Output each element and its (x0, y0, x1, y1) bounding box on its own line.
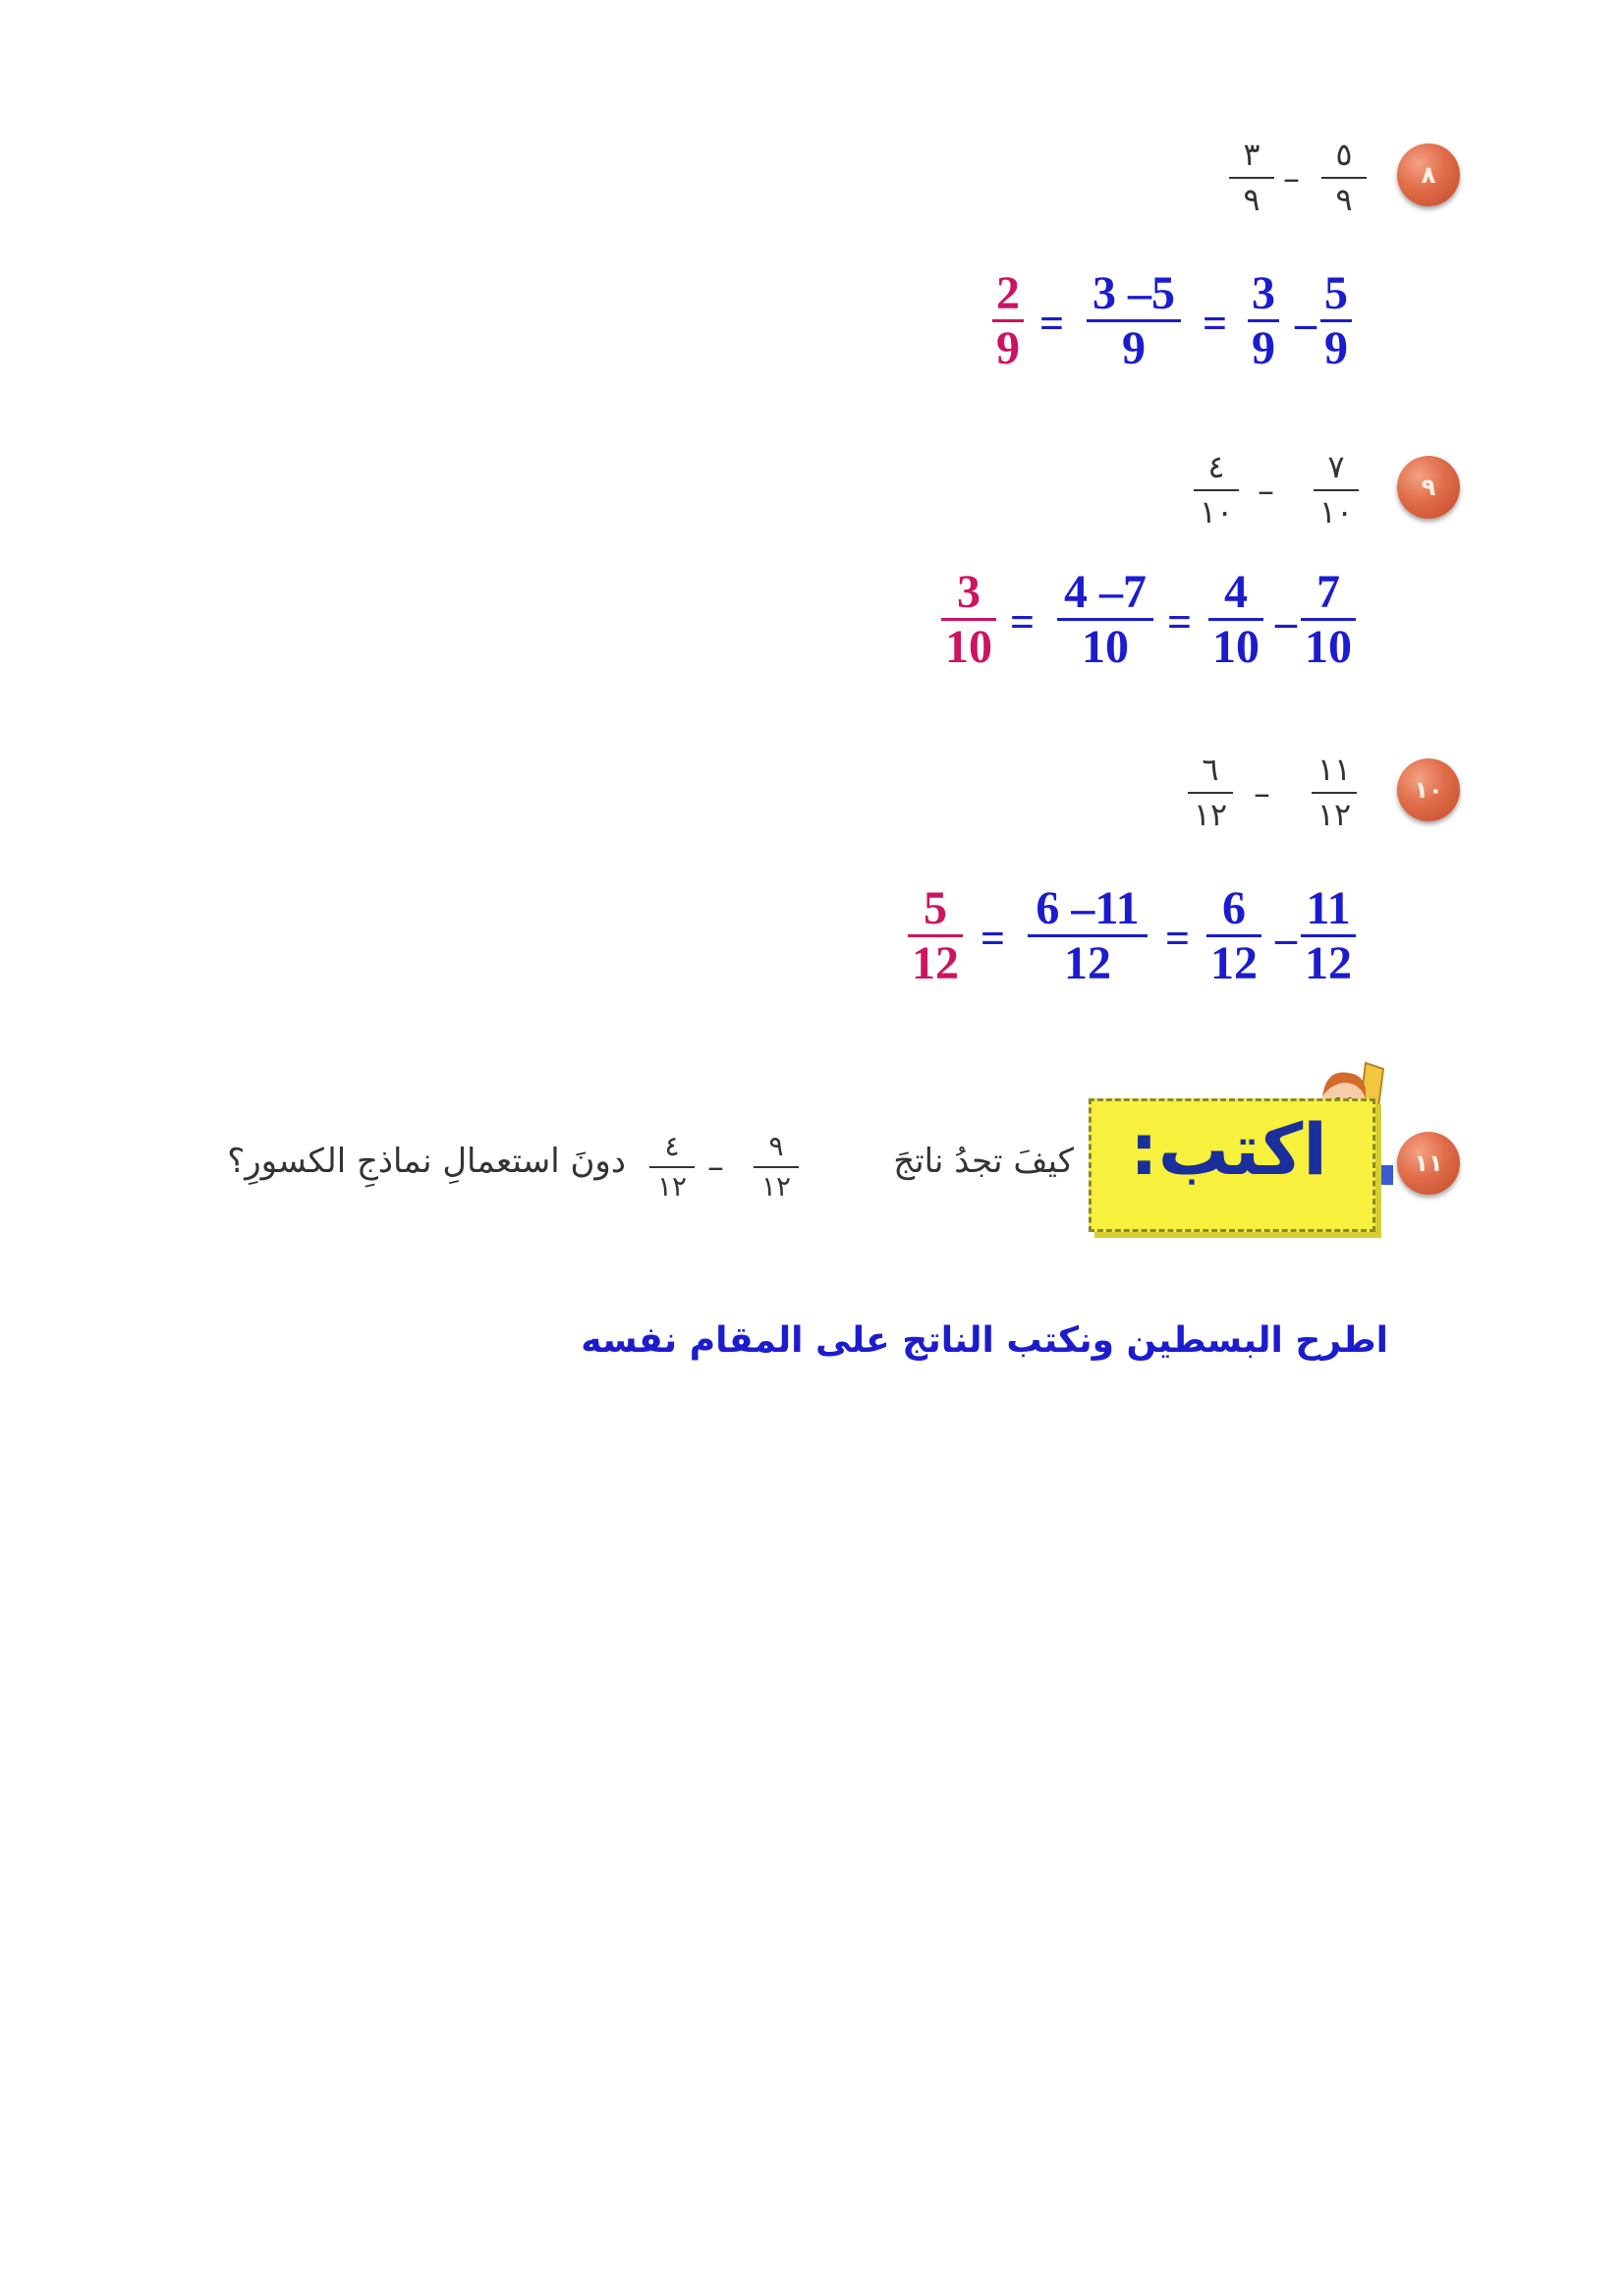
fraction-bar (1321, 177, 1367, 179)
denominator: 12 (1305, 937, 1352, 989)
denominator: 12 (1210, 937, 1258, 989)
numerator: 5 (1324, 267, 1348, 319)
denominator: ١٢ (1193, 796, 1228, 833)
denominator: 10 (945, 621, 992, 673)
denominator: 9 (996, 322, 1020, 374)
minus-sign: – (1258, 472, 1274, 511)
fraction-bar (1312, 792, 1357, 794)
denominator: ١٢ (760, 1170, 792, 1203)
equals-sign: = (1167, 598, 1193, 646)
denominator: 9 (1324, 322, 1348, 374)
solution-fraction (1320, 269, 1352, 373)
denominator: 12 (1064, 937, 1111, 989)
denominator: 10 (1305, 621, 1352, 673)
numerator: 3 (957, 566, 980, 618)
solution-fraction (1087, 269, 1181, 373)
result-fraction (908, 884, 963, 988)
solution-fraction (1248, 269, 1279, 373)
numerator: 2 (996, 267, 1020, 319)
denominator: ٩ (1243, 181, 1260, 218)
equals-sign: = (980, 915, 1006, 963)
numerator: 3 –5 (1092, 267, 1175, 319)
numerator: 4 (1224, 566, 1248, 618)
arabic-fraction (1316, 136, 1372, 218)
minus-sign: – (707, 1148, 724, 1187)
problem-number-badge (1397, 758, 1460, 821)
problem-number: ١٠ (1414, 776, 1443, 804)
denominator: 9 (1122, 322, 1146, 374)
solution-fraction (1208, 568, 1263, 672)
arabic-fraction (749, 1130, 804, 1203)
minus-sign: – (1254, 774, 1270, 813)
solution-fraction (1057, 568, 1153, 672)
denominator: 12 (912, 937, 959, 989)
problem-number-badge (1397, 1132, 1460, 1195)
numerator: ٤ (1207, 448, 1225, 485)
arabic-fraction (1307, 751, 1362, 833)
question-text-after: دونَ استعمالِ نماذجِ الكسورِ؟ (227, 1142, 626, 1181)
arabic-fraction (1224, 136, 1279, 218)
denominator: ٩ (1335, 181, 1353, 218)
problem-number: ٩ (1421, 474, 1436, 501)
problem-number: ٨ (1421, 161, 1436, 189)
minus-sign: – (1295, 300, 1316, 348)
numerator: 11 (1306, 882, 1351, 934)
arabic-fraction (644, 1130, 700, 1203)
numerator: 6 –11 (1036, 882, 1140, 934)
equals-sign: = (1039, 300, 1065, 348)
fraction-bar (1188, 792, 1233, 794)
denominator: 9 (1252, 322, 1275, 374)
solution-fraction (1301, 568, 1356, 672)
minus-sign: – (1275, 598, 1297, 646)
solution-fraction (1206, 884, 1261, 988)
numerator: 6 (1222, 882, 1246, 934)
numerator: ٧ (1327, 448, 1345, 485)
fraction-bar (1314, 489, 1359, 491)
equals-sign: = (1165, 915, 1191, 963)
numerator: ٩ (768, 1130, 784, 1162)
numerator: ٥ (1335, 136, 1353, 173)
arabic-fraction (1189, 448, 1244, 531)
question-text-before: كيفَ تجدُ ناتجَ (893, 1142, 1074, 1181)
denominator: 10 (1212, 621, 1260, 673)
minus-sign: – (1283, 159, 1300, 198)
denominator: ١٠ (1318, 493, 1354, 531)
result-fraction (941, 568, 996, 672)
numerator: 5 (924, 882, 947, 934)
equals-sign: = (1010, 598, 1036, 646)
denominator: 10 (1082, 621, 1129, 673)
fraction-bar (1194, 489, 1239, 491)
fraction-bar (649, 1166, 695, 1168)
numerator: 7 (1316, 566, 1340, 618)
solution-fraction (1028, 884, 1148, 988)
problem-number-badge (1397, 143, 1460, 206)
denominator: ١٢ (656, 1170, 688, 1203)
result-fraction (992, 269, 1024, 373)
denominator: ١٠ (1199, 493, 1234, 531)
equals-sign: = (1203, 300, 1228, 348)
minus-sign: – (1275, 915, 1297, 963)
solution-fraction (1301, 884, 1356, 988)
numerator: ٤ (664, 1130, 680, 1162)
numerator: ١١ (1316, 751, 1352, 788)
arabic-fraction (1309, 448, 1364, 531)
fraction-bar (754, 1166, 799, 1168)
fraction-bar (1229, 177, 1274, 179)
numerator: 3 (1252, 267, 1275, 319)
denominator: ١٢ (1316, 796, 1352, 833)
numerator: ٦ (1202, 751, 1219, 788)
problem-number-badge (1397, 456, 1460, 519)
solution-line (982, 269, 1366, 377)
numerator: 4 –7 (1064, 566, 1147, 618)
answer-text: اطرح البسطين ونكتب الناتج على المقام نفسه (581, 1320, 1388, 1361)
solution-line (904, 884, 1366, 992)
problem-number: ١١ (1414, 1149, 1443, 1177)
write-label: اكتب: (1130, 1108, 1327, 1191)
arabic-fraction (1183, 751, 1238, 833)
solution-line (933, 568, 1366, 676)
numerator: ٣ (1243, 136, 1260, 173)
